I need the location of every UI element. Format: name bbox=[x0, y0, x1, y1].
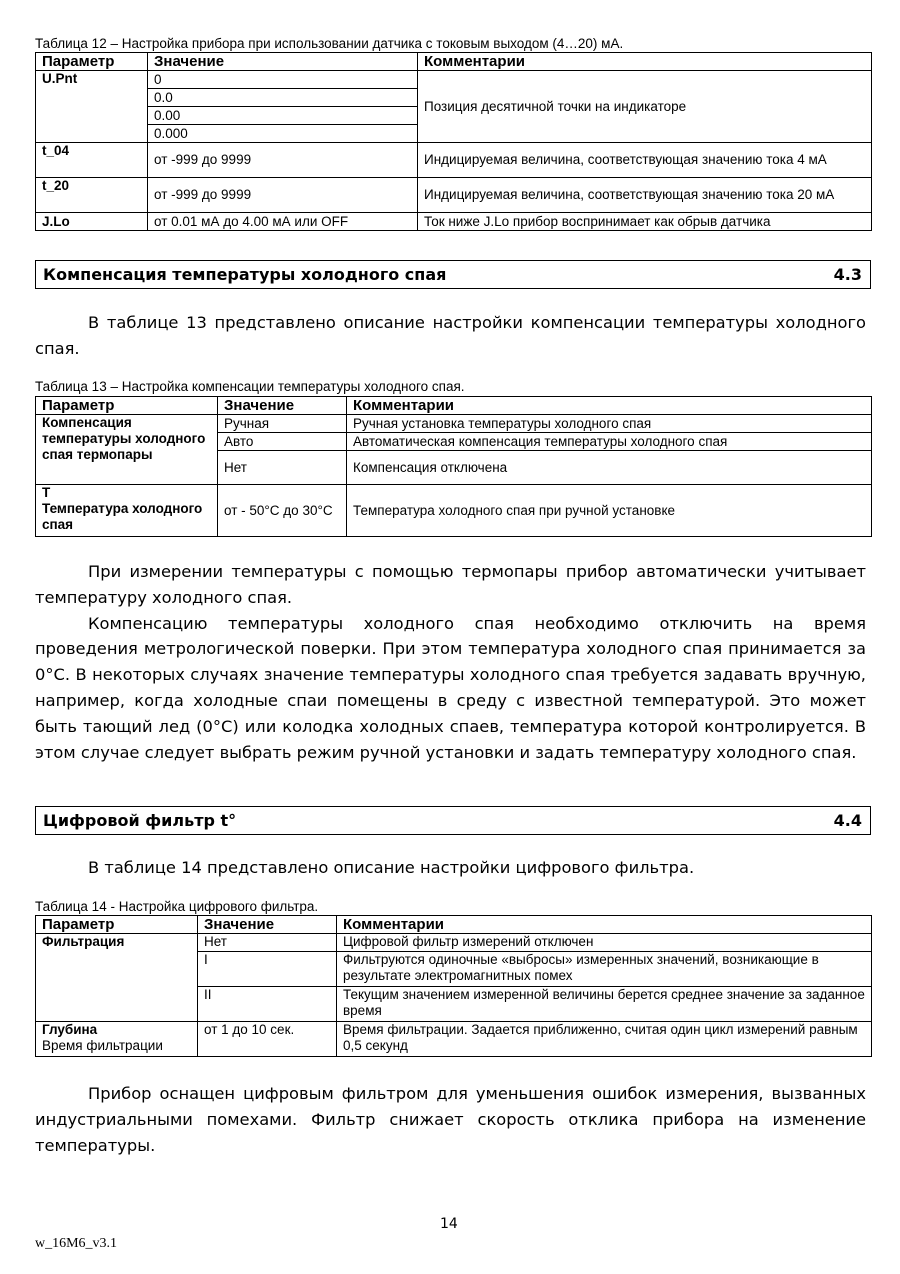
section-number: 4.4 bbox=[833, 811, 862, 830]
page-number: 14 bbox=[440, 1216, 458, 1232]
paragraph-text: При измерении температуры с помощью термопары прибор автоматически учитывает температуру холодного спая. bbox=[35, 562, 866, 607]
section-heading-4-3 bbox=[35, 260, 871, 289]
table-row bbox=[36, 71, 872, 89]
header-comment: Комментарии bbox=[347, 397, 872, 415]
paragraph bbox=[35, 855, 866, 881]
section-heading-4-4 bbox=[35, 806, 871, 835]
param-cell: Фильтрация bbox=[36, 934, 198, 1022]
table13-caption: Таблица 13 – Настройка компенсации температуры холодного спая. bbox=[35, 379, 465, 394]
table-row bbox=[36, 143, 872, 178]
value-cell: Нет bbox=[218, 451, 347, 485]
comment-cell: Ручная установка температуры холодного спая bbox=[347, 415, 872, 433]
header-value: Значение bbox=[148, 53, 418, 71]
document-id: w_16M6_v3.1 bbox=[35, 1236, 118, 1251]
comment-cell: Текущим значением измеренной величины берется среднее значение за заданное время bbox=[337, 987, 872, 1022]
section-title: Цифровой фильтр t° bbox=[43, 811, 237, 830]
paragraph-text: В таблице 14 представлено описание настройки цифрового фильтра. bbox=[88, 858, 695, 877]
header-comment: Комментарии bbox=[418, 53, 872, 71]
value-cell: I bbox=[198, 952, 337, 987]
param-cell: U.Pnt bbox=[36, 71, 148, 143]
paragraph bbox=[35, 310, 866, 362]
header-param: Параметр bbox=[36, 397, 218, 415]
param-name: Глубина bbox=[42, 1022, 98, 1037]
value-cell: Авто bbox=[218, 433, 347, 451]
paragraph-text: Прибор оснащен цифровым фильтром для уменьшения ошибок измерения, вызванных индустриальными помехами. Фильтр снижает скорость отклика прибора на изменение температуры. bbox=[35, 1084, 866, 1155]
paragraph bbox=[35, 1081, 866, 1158]
table13 bbox=[35, 396, 872, 537]
header-comment: Комментарии bbox=[337, 916, 872, 934]
section-title: Компенсация температуры холодного спая bbox=[43, 265, 447, 284]
comment-cell: Компенсация отключена bbox=[347, 451, 872, 485]
param-cell: t_04 bbox=[36, 143, 148, 178]
param-cell bbox=[36, 1022, 198, 1057]
comment-cell: Индицируемая величина, соответствующая значению тока 20 мА bbox=[418, 178, 872, 213]
comment-cell: Автоматическая компенсация температуры холодного спая bbox=[347, 433, 872, 451]
value-cell: 0.00 bbox=[148, 107, 418, 125]
table-row bbox=[36, 178, 872, 213]
param-name: Температура холодного спая bbox=[42, 501, 203, 532]
value-cell: 0 bbox=[148, 71, 418, 89]
value-cell: от -999 до 9999 bbox=[148, 178, 418, 213]
param-subname: Время фильтрации bbox=[42, 1038, 163, 1053]
comment-cell: Индицируемая величина, соответствующая значению тока 4 мА bbox=[418, 143, 872, 178]
value-cell: II bbox=[198, 987, 337, 1022]
value-cell: 0.0 bbox=[148, 89, 418, 107]
header-param: Параметр bbox=[36, 53, 148, 71]
value-cell: от -999 до 9999 bbox=[148, 143, 418, 178]
comment-cell: Ток ниже J.Lo прибор воспринимает как обрыв датчика bbox=[418, 213, 872, 231]
table-row bbox=[36, 213, 872, 231]
table14 bbox=[35, 915, 872, 1057]
header-value: Значение bbox=[218, 397, 347, 415]
value-cell: от 0.01 мА до 4.00 мА или OFF bbox=[148, 213, 418, 231]
table14-caption: Таблица 14 - Настройка цифрового фильтра. bbox=[35, 899, 319, 914]
value-cell: Нет bbox=[198, 934, 337, 952]
param-cell bbox=[36, 485, 218, 537]
table-row bbox=[36, 415, 872, 433]
paragraph bbox=[35, 559, 866, 765]
comment-cell: Температура холодного спая при ручной установке bbox=[347, 485, 872, 537]
table-row bbox=[36, 485, 872, 537]
param-cell: J.Lo bbox=[36, 213, 148, 231]
table12-caption: Таблица 12 – Настройка прибора при использовании датчика с токовым выходом (4…20) мА. bbox=[35, 36, 624, 51]
param-code: T bbox=[42, 485, 51, 500]
section-number: 4.3 bbox=[833, 265, 862, 284]
comment-cell: Цифровой фильтр измерений отключен bbox=[337, 934, 872, 952]
param-cell: Компенсация температуры холодного спая термопары bbox=[36, 415, 218, 485]
paragraph-text: В таблице 13 представлено описание настройки компенсации температуры холодного спая. bbox=[35, 313, 866, 358]
value-cell: Ручная bbox=[218, 415, 347, 433]
table-row bbox=[36, 1022, 872, 1057]
comment-cell: Время фильтрации. Задается приближенно, считая один цикл измерений равным 0,5 секунд bbox=[337, 1022, 872, 1057]
param-cell: t_20 bbox=[36, 178, 148, 213]
header-param: Параметр bbox=[36, 916, 198, 934]
header-value: Значение bbox=[198, 916, 337, 934]
table-header-row bbox=[36, 916, 872, 934]
value-cell: от - 50°С до 30°С bbox=[218, 485, 347, 537]
comment-cell: Позиция десятичной точки на индикаторе bbox=[418, 71, 872, 143]
value-cell: 0.000 bbox=[148, 125, 418, 143]
table12 bbox=[35, 52, 872, 231]
comment-cell: Фильтруются одиночные «выбросы» измеренных значений, возникающие в результате электромагнитных помех bbox=[337, 952, 872, 987]
paragraph-text: Компенсацию температуры холодного спая необходимо отключить на время проведения метрологической поверки. При этом температура холодного спая принимается за 0°С. В некоторых случаях значение температуры холодного спая требуется задавать вручную, например, когда холодные спаи помещены в среду с известной температурой. Это может быть тающий лед (0°С) или колодка холодных спаев, температура которой контролируется. В этом случае следует выбрать режим ручной установки и задать температуру холодного спая. bbox=[35, 613, 866, 762]
table-row bbox=[36, 934, 872, 952]
table-header-row bbox=[36, 53, 872, 71]
value-cell: от 1 до 10 сек. bbox=[198, 1022, 337, 1057]
table-header-row bbox=[36, 397, 872, 415]
